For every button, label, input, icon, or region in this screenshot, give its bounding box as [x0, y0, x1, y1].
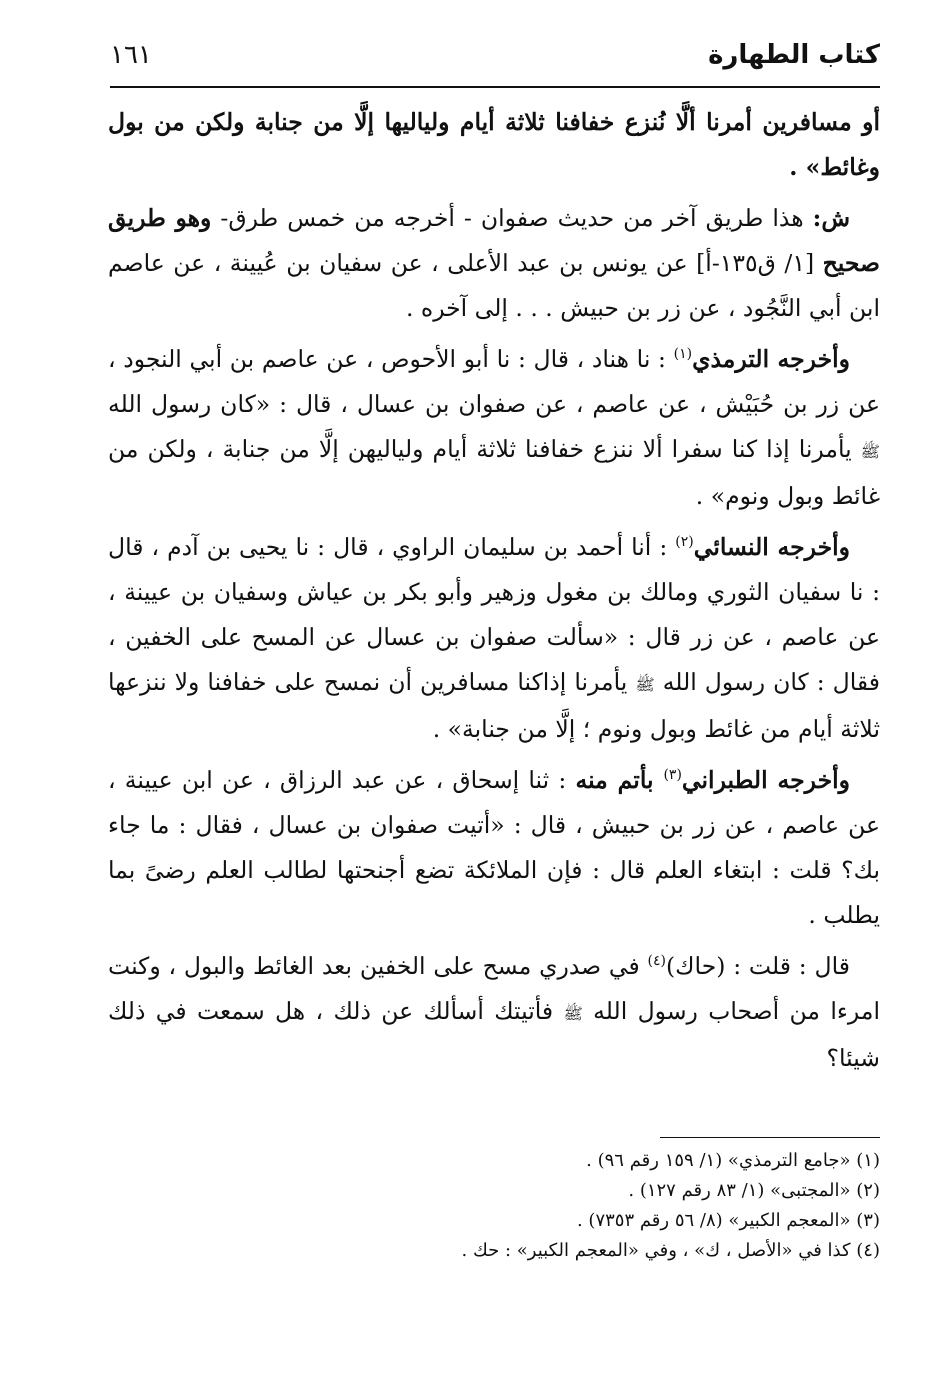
- paragraph-4: [108, 525, 880, 752]
- page-header: [110, 36, 880, 88]
- footnote-ref-1: (١): [673, 346, 693, 363]
- footnote-3: (٣) «المعجم الكبير» (٨/ ٥٦ رقم ٧٣٥٣) .: [576, 1210, 880, 1231]
- paragraph-3: [108, 337, 880, 519]
- paragraph-6-text-b: في صدري مسح على الخفين بعد الغائط والبول ، وكنت امرءا من أصحاب رسول الله: [108, 952, 880, 1025]
- footnote-4: (٤) كذا في «الأصل ، ك» ، وفي «المعجم الكبير» : حك .: [461, 1240, 880, 1261]
- paragraph-3-text-b: يأمرنا إذا كنا سفرا ألا ننزع خفافنا ثلاثة أيام ولياليهن إلَّا من جنابة ، ولكن من غائط وبول ونوم» .: [108, 435, 880, 510]
- running-title: كتاب الطهارة: [708, 40, 880, 70]
- paragraph-4-text-a: : أنا أحمد بن سليمان الراوي ، قال : نا يحيى بن آدم ، قال : نا سفيان الثوري ومالك بن مغول وزهير وأبو بكر بن عياش وسفيان بن عيينة ، عن عاصم ، عن زر قال : «سألت صفوان بن عسال عن المسح على الخفين ، فقال : كان رسول الله: [108, 533, 880, 696]
- paragraph-2-emphasis: وهو طريق صحيح: [108, 204, 881, 277]
- footnote-2: (٢) «المجتبى» (١/ ٨٣ رقم ١٢٧) .: [628, 1180, 880, 1201]
- paragraph-2-text-c: [١/ ق١٣٥-أ] عن يونس بن عبد الأعلى ، عن سفيان بن عُيينة ، عن عاصم ابن أبي النَّجُود ، عن زر بن حبيش . . . إلى آخره .: [108, 249, 880, 322]
- paragraph-4-text-b: يأمرنا إذاكنا مسافرين أن نمسح على خفافنا ولا ننزعها ثلاثة أيام من غائط وبول ونوم ؛ إلَّا من جنابة» .: [108, 668, 880, 743]
- tirmidhi-label: وأخرجه الترمذي: [692, 345, 850, 373]
- paragraph-6-text-a: قال : قلت : (حاك): [666, 952, 850, 980]
- paragraph-2-text-a: هذا طريق آخر من حديث صفوان - أخرجه من خمس طرق-: [211, 204, 813, 232]
- salutation-glyph: ﷺ: [563, 1004, 583, 1023]
- footnote-divider: [660, 1137, 880, 1138]
- paragraph-6-text-c: فأتيتك أسألك عن ذلك ، هل سمعت في ذلك شيئا؟: [108, 997, 880, 1072]
- footnote-1: (١) «جامع الترمذي» (١/ ١٥٩ رقم ٩٦) .: [586, 1150, 880, 1171]
- footnote-ref-4: (٤): [647, 953, 667, 970]
- commentary-marker: ش:: [812, 204, 851, 232]
- footnote-ref-3: (٣): [663, 767, 682, 784]
- tabarani-label: وأخرجه الطبراني: [681, 766, 851, 794]
- salutation-glyph: ﷺ: [635, 675, 655, 694]
- salutation-glyph: ﷺ: [860, 442, 880, 461]
- nasai-label: وأخرجه النسائي: [693, 533, 850, 561]
- page-number: ١٦١: [110, 40, 152, 70]
- paragraph-6: [108, 944, 880, 1081]
- paragraph-5: [108, 758, 880, 938]
- main-text: [108, 100, 880, 1087]
- paragraph-1: أو مسافرين أمرنا ألَّا نُنزع خفافنا ثلاثة أيام ولياليها إلَّا من جنابة ولكن من بول وغائط» .: [108, 108, 880, 181]
- paragraph-5-text-a: : ثنا إسحاق ، عن عبد الرزاق ، عن ابن عيينة ، عن عاصم ، عن زر بن حبيش ، قال : «أتيت صفوان بن عسال ، فقال : ما جاء بك؟ قلت : ابتغاء العلم قال : فإن الملائكة تضع أجنحتها لطالب العلم رضىً بما يطلب .: [108, 766, 880, 929]
- footnotes: [108, 1146, 880, 1266]
- paragraph-2: [108, 196, 880, 331]
- paragraph-5-emphasis: بأتم منه: [575, 766, 664, 794]
- paragraph-3-text-a: : نا هناد ، قال : نا أبو الأحوص ، عن عاصم بن أبي النجود ، عن زر بن حُبَيْش ، عن عاصم ، عن صفوان بن عسال ، قال : «كان رسول الله: [108, 345, 880, 418]
- footnote-ref-2: (٢): [675, 534, 694, 551]
